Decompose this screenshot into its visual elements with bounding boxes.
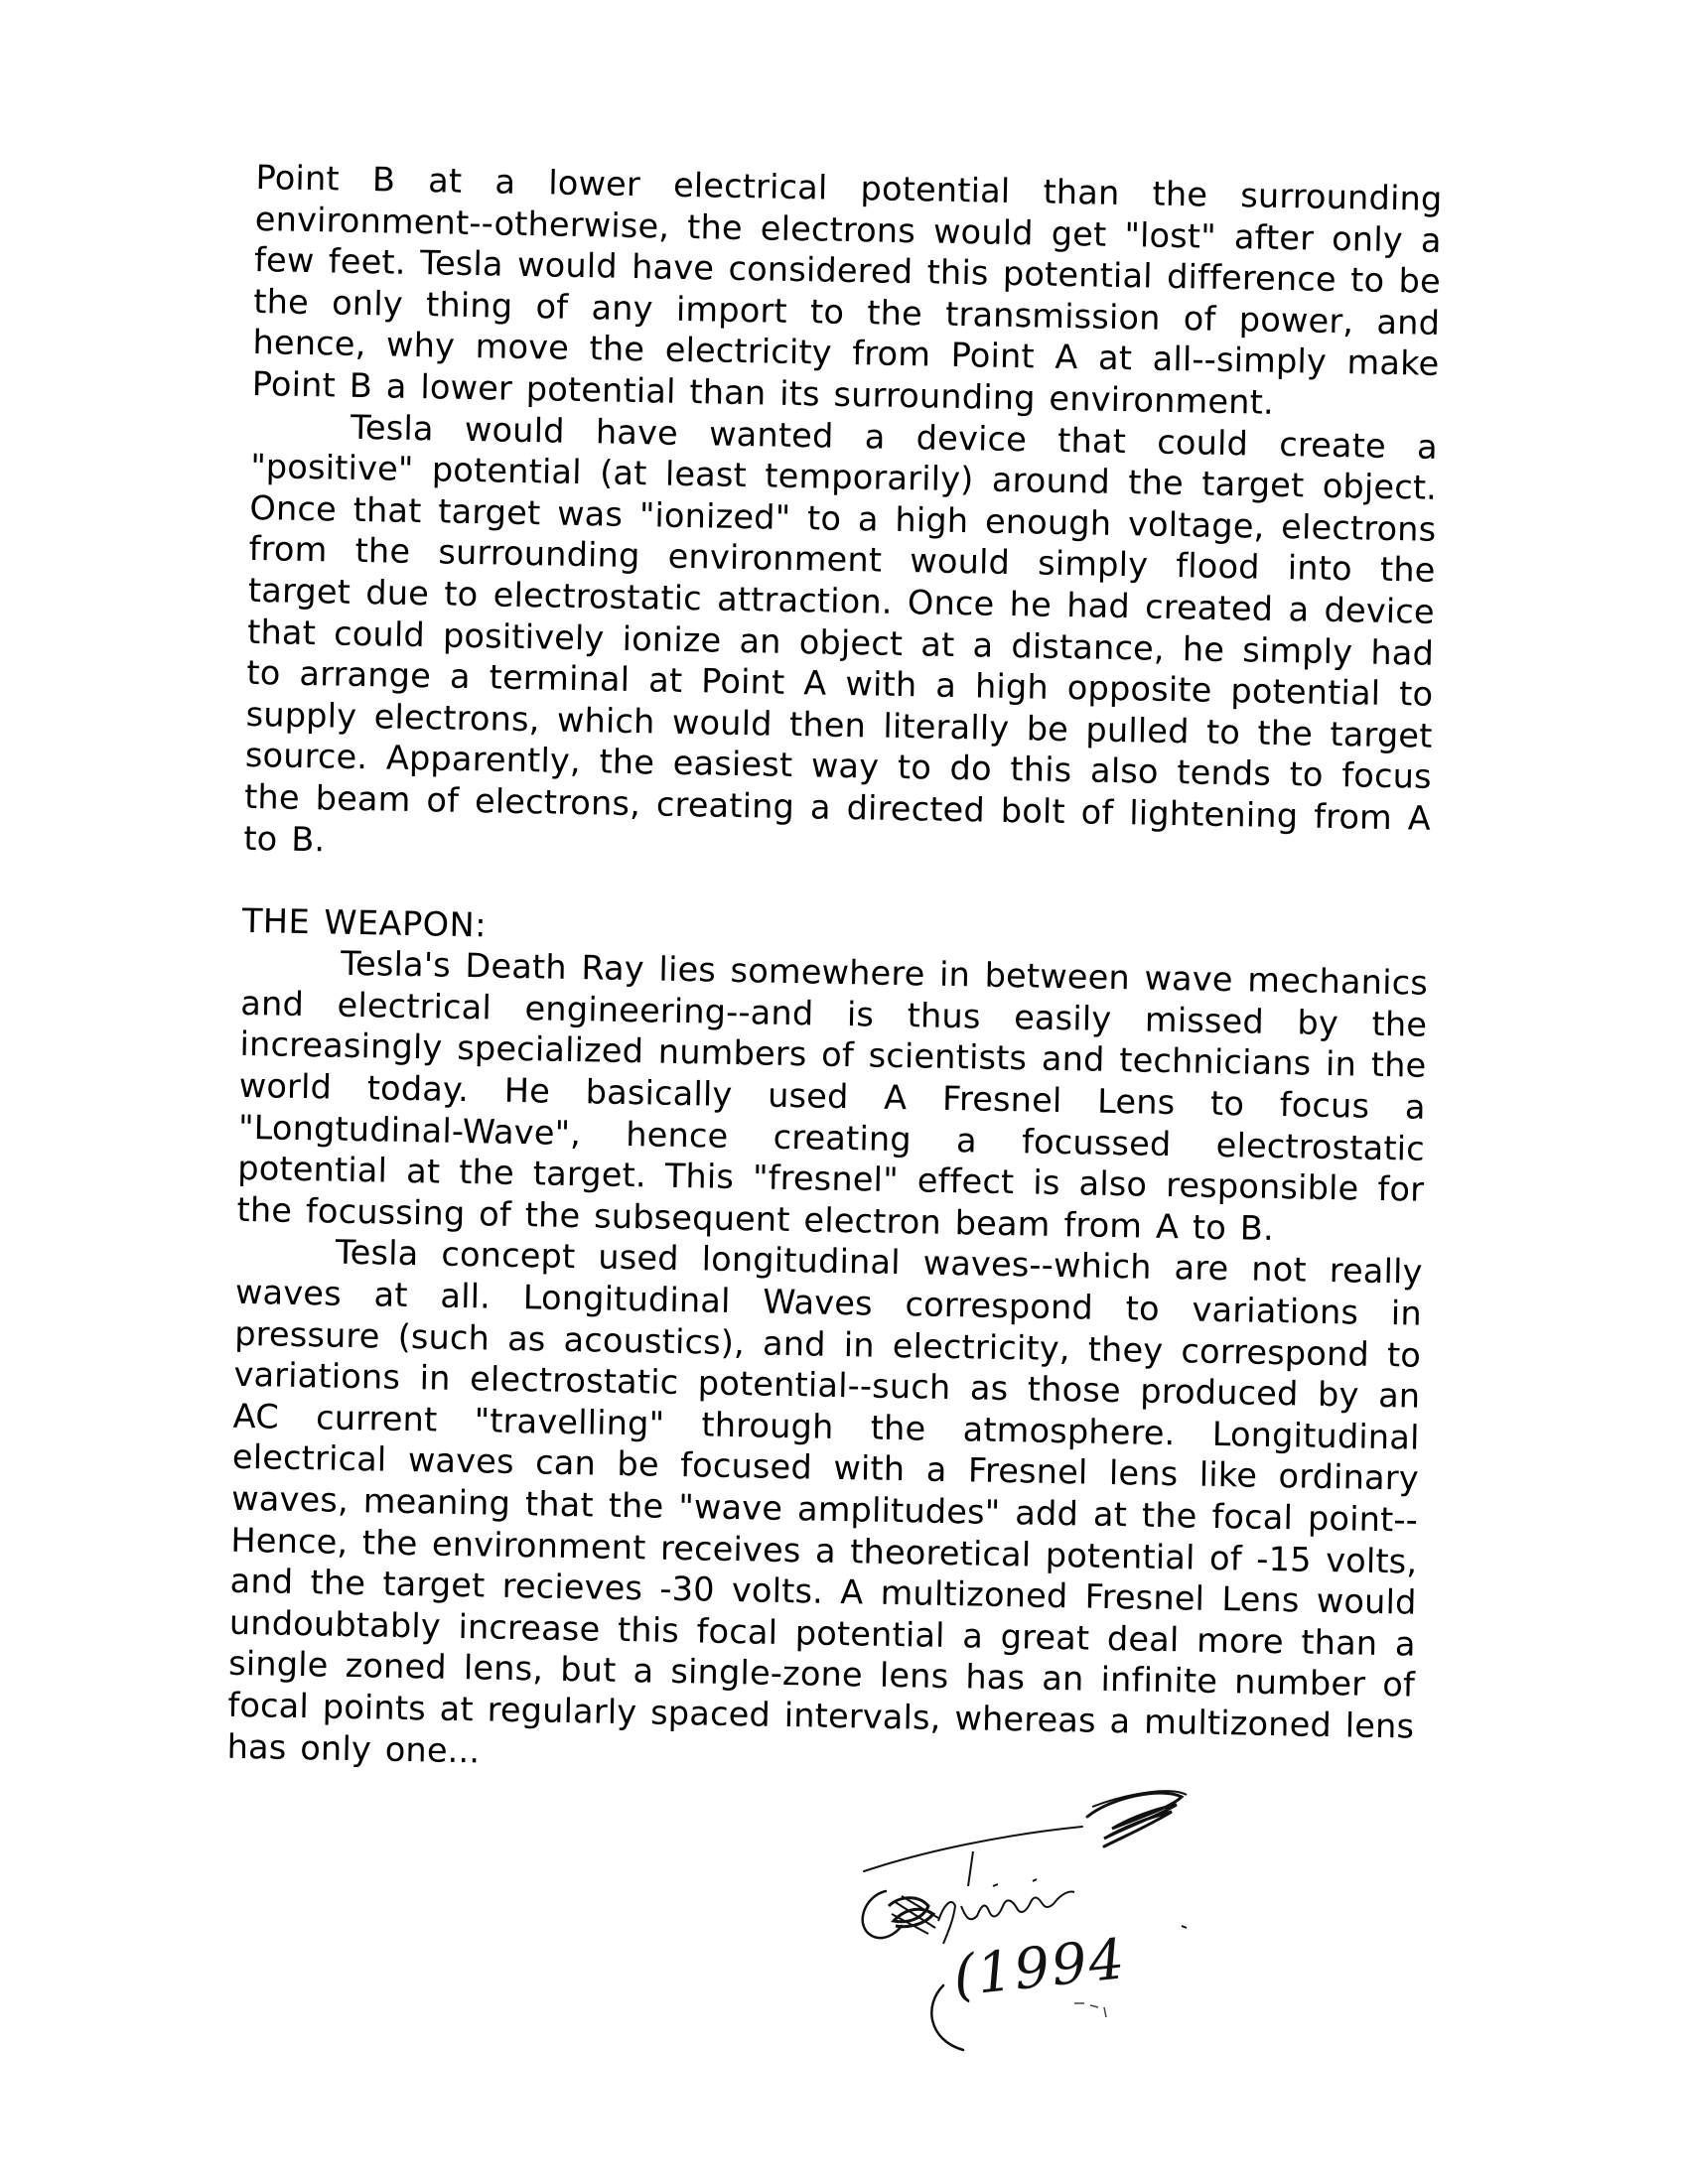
signature-drawing (844, 1757, 1261, 2085)
section-heading-weapon: THE WEAPON: (241, 900, 488, 945)
paragraph-point-b: Point B at a lower electrical potential than the surrounding environment--otherwise, the electrons would get "lost" after only a few feet. Tesla would have considered this potential difference to be the only thing of any import to the transmission of power, and hence, why move the electricity from Point A at all--simply make Point B a lower potential than its surrounding environment. (251, 157, 1443, 422)
paragraph-longitudinal-waves: Tesla concept used longitudinal waves--which are not really waves at all. Longitudinal Waves correspond to variations in pressure (such as acoustics), and in electricity, they correspond to variations in electrostatic potential--such as those produced by an AC current "travelling" through the atmosphere. Longitudinal electrical waves can be focused with a Fresnel lens like ordinary waves, meaning that the "wave amplitudes" add at the focal point--Hence, the environment receives a theoretical potential of -15 volts, and the target recieves -30 volts. A multizoned Fresnel Lens would undoubtably increase this focal potential a great deal more than a single zoned lens, but a single-zone lens has an infinite number of focal points at regularly spaced intervals, whereas a multizoned lens has only one... (226, 1233, 1423, 1770)
signature-year: (1994 (950, 1927, 1130, 2009)
paragraph-positive-potential: Tesla would have wanted a device that could create a "positive" potential (at least temporarily) around the target object. Once that target was "ionized" to a high enough voltage, electrons from the surrounding environment would simply flood into the target due to electrostatic attraction. Once he had created a device that could positively ionize an object at a distance, he simply had to arrange a terminal at Point A with a high opposite potential to supply electrons, which would then literally be pulled to the target source. Apparently, the easiest way to do this also tends to focus the beam of electrons, creating a directed bolt of lightening from A to B. (243, 407, 1439, 859)
document-body (226, 157, 1443, 1789)
paragraph-death-ray: Tesla's Death Ray lies somewhere in between wave mechanics and electrical engineering--and is thus easily missed by the increasingly specialized numbers of scientists and technicians in the world today. He basically used A Fresnel Lens to focus a "Longtudinal-Wave", hence creating a focussed electrostatic potential at the target. This "fresnel" effect is also responsible for the focussing of the subsequent electron beam from A to B. (236, 943, 1429, 1248)
handwritten-signature (844, 1757, 1261, 2085)
